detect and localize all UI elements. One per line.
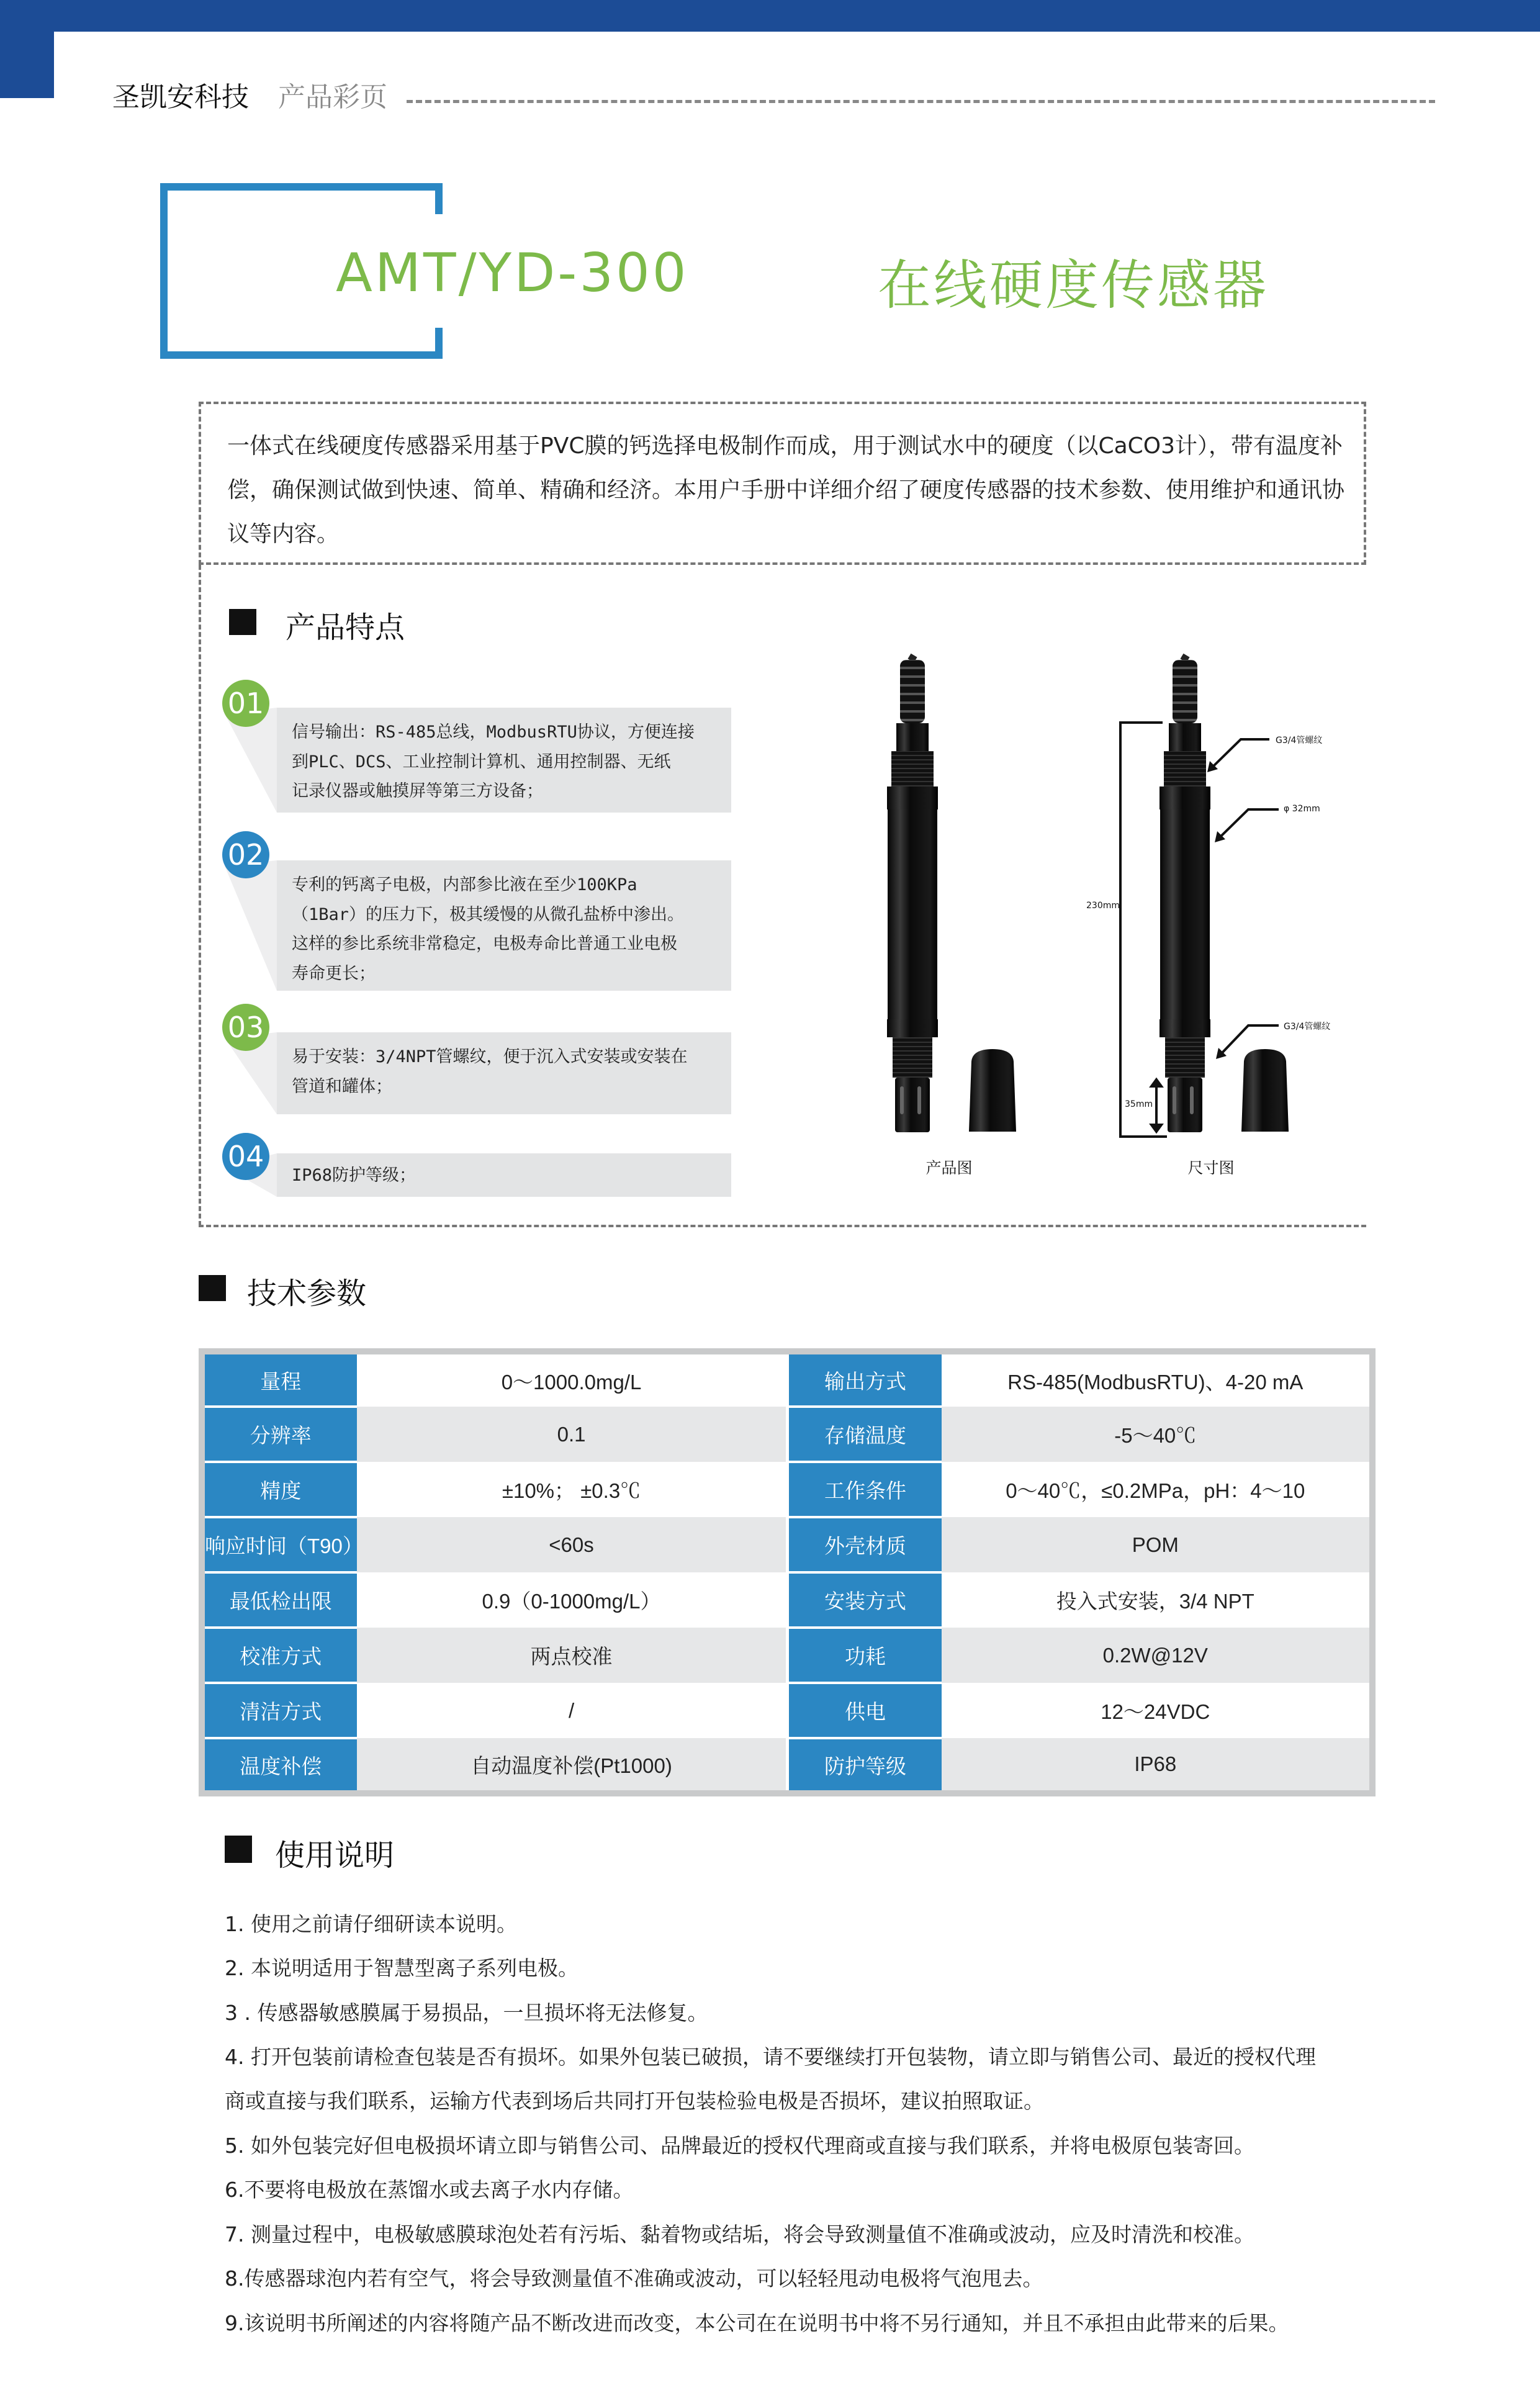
spec-label: 分辨率 [202,1407,357,1462]
spec-label: 响应时间（T90） [202,1517,357,1572]
spec-value: 投入式安装，3/4 NPT [942,1572,1372,1628]
feature-line: 信号输出：RS-485总线，ModbusRTU协议，方便连接 [292,723,695,742]
heading-square-icon [225,1836,252,1863]
spec-value: <60s [357,1517,788,1572]
product-model: AMT/YD-300 [336,242,689,304]
feature-line: IP68防护等级； [292,1166,417,1185]
spec-value: RS-485(ModbusRTU)、4-20 mA [942,1351,1372,1407]
feature-line: 这样的参比系统非常稳定，电极寿命比普通工业电极 [292,934,677,953]
spec-label: 输出方式 [788,1351,942,1407]
dim-diameter: φ 32mm [1284,804,1320,814]
usage-item: 7. 测量过程中，电极敏感膜球泡处若有污垢、黏着物或结垢，将会导致测量值不准确或波动，应及时清洗和校准。 [225,2222,1254,2247]
usage-item: 1. 使用之前请仔细研读本说明。 [225,1912,517,1936]
feature-number-badge: 03 [222,1004,269,1051]
spec-label: 校准方式 [202,1628,357,1683]
spec-row [202,1572,1372,1628]
spec-label: 存储温度 [788,1407,942,1462]
sensor-photo [887,656,938,1132]
spec-value: ±10%； ±0.3℃ [357,1462,788,1517]
features-heading: 产品特点 [286,610,405,645]
feature-line: 管道和罐体； [292,1076,392,1096]
spec-label: 安装方式 [788,1572,942,1628]
spec-value: -5～40℃ [942,1407,1372,1462]
spec-label: 最低检出限 [202,1572,357,1628]
feature-number-badge: 01 [222,680,269,727]
product-image-caption: 产品图 [925,1159,973,1177]
usage-item: 6.不要将电极放在蒸馏水或去离子水内存储。 [225,2178,634,2202]
spec-value: 自动温度补偿(Pt1000) [357,1738,788,1793]
heading-square-icon [199,1275,226,1301]
spec-row [202,1628,1372,1683]
spec-value: POM [942,1517,1372,1572]
sensor-dimension-drawing [1160,656,1210,1132]
spec-label: 防护等级 [788,1738,942,1793]
feature-number-badge: 02 [222,831,269,878]
spec-row [202,1683,1372,1738]
usage-item: 3 . 传感器敏感膜属于易损品，一旦损坏将无法修复。 [225,2001,708,2025]
section-name: 产品彩页 [278,81,387,113]
length-bracket [1120,723,1167,1137]
spec-value: 0.2W@12V [942,1628,1372,1683]
spec-row [202,1738,1372,1793]
spec-label: 温度补偿 [202,1738,357,1793]
company-name: 圣凯安科技 [112,81,249,113]
spec-label: 外壳材质 [788,1517,942,1572]
leader-arrow [1220,809,1279,837]
spec-value: / [357,1683,788,1738]
dimension-image-caption: 尺寸图 [1187,1159,1235,1177]
spec-label: 工作条件 [788,1462,942,1517]
feature-number-badge: 04 [222,1133,269,1180]
spec-row [202,1351,1372,1407]
feature-line: 寿命更长； [292,963,376,983]
usage-item: 9.该说明书所阐述的内容将随产品不断改进而改变，本公司在在说明书中将不另行通知，并且不承担由此带来的后果。 [225,2311,1289,2335]
spec-label: 量程 [202,1351,357,1407]
spec-value: 0.1 [357,1407,788,1462]
dim-thread-top: G3/4管螺纹 [1276,736,1323,746]
spec-value: 0.9（0-1000mg/L） [357,1572,788,1628]
tip-arrow [1151,1079,1161,1132]
spec-value: 0～1000.0mg/L [357,1351,788,1407]
sensor-cap-photo [969,1049,1016,1132]
product-name: 在线硬度传感器 [878,255,1269,317]
spec-value: 12～24VDC [942,1683,1372,1738]
intro-text: 一体式在线硬度传感器采用基于PVC膜的钙选择电极制作而成，用于测试水中的硬度（以CaCO3计），带有温度补偿，确保测试做到快速、简单、精确和经济。本用户手册中详细介绍了硬度传感器的技术参数、使用维护和通讯协议等内容。 [227,433,1345,547]
spec-value: 0～40℃，≤0.2MPa，pH：4～10 [942,1462,1372,1517]
leader-arrow [1212,739,1269,767]
specs-table [199,1348,1376,1796]
sensor-cap-drawing [1241,1049,1289,1132]
spec-row [202,1407,1372,1462]
usage-item: 商或直接与我们联系，运输方代表到场后共同打开包装检验电极是否损坏，建议拍照取证。 [225,2089,1044,2113]
specs-heading: 技术参数 [247,1276,367,1311]
usage-item: 8.传感器球泡内若有空气，将会导致测量值不准确或波动，可以轻轻甩动电极将气泡甩去。 [225,2266,1043,2291]
usage-item: 4. 打开包装前请检查包装是否有损坏。如果外包装已破损，请不要继续打开包装物，请立即与销售公司、最近的授权代理 [225,2045,1316,2069]
usage-heading: 使用说明 [275,1838,395,1873]
feature-line: 记录仪器或触摸屏等第三方设备； [292,782,543,801]
spec-label: 供电 [788,1683,942,1738]
spec-row [202,1462,1372,1517]
feature-line: 到PLC、DCS、工业控制计算机、通用控制器、无纸 [292,752,671,772]
dim-length: 230mm [1086,901,1120,911]
dim-thread-bottom: G3/4管螺纹 [1284,1022,1331,1032]
spec-label: 清洁方式 [202,1683,357,1738]
usage-item: 5. 如外包装完好但电极损坏请立即与销售公司、品牌最近的授权代理商或直接与我们联系，并将电极原包装寄回。 [225,2134,1254,2158]
spec-label: 功耗 [788,1628,942,1683]
spec-label: 精度 [202,1462,357,1517]
dim-tip: 35mm [1125,1099,1153,1109]
feature-line: （1Bar）的压力下，极其缓慢的从微孔盐桥中渗出。 [292,904,685,924]
spec-row [202,1517,1372,1572]
spec-value: IP68 [942,1738,1372,1793]
spec-value: 两点校准 [357,1628,788,1683]
usage-item: 2. 本说明适用于智慧型离子系列电极。 [225,1956,579,1980]
feature-line: 专利的钙离子电极，内部参比液在至少100KPa [292,875,637,895]
feature-line: 易于安装：3/4NPT管螺纹，便于沉入式安装或安装在 [292,1047,688,1066]
